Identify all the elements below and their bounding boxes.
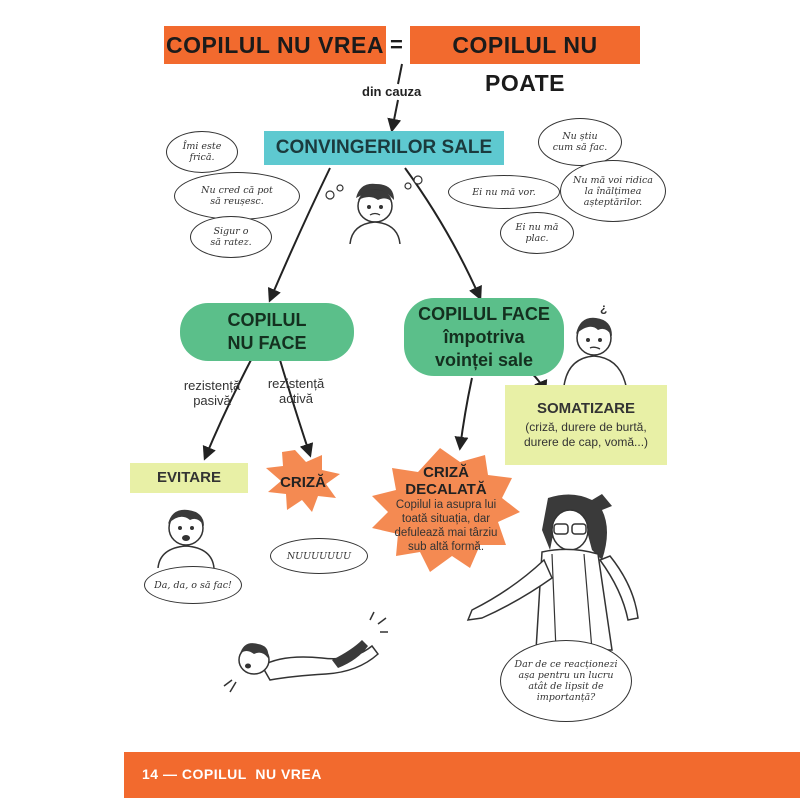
active-line: rezistență	[267, 376, 325, 391]
thought-line: cum să fac.	[552, 142, 608, 153]
thought-line: plac.	[525, 233, 549, 244]
delayed-crisis-desc-line: toată situația, dar	[401, 513, 491, 525]
doing-against-line: împotriva	[443, 326, 525, 347]
doing-against-line: voinței sale	[434, 349, 534, 370]
not-doing-line: NU FACE	[227, 333, 307, 353]
thought-line: frică.	[189, 152, 215, 163]
arrow-to-avoidance	[205, 358, 252, 458]
beliefs-box	[264, 131, 504, 165]
footer-dash: —	[162, 766, 178, 782]
speech-child-text: Da, da, o să fac!	[154, 579, 232, 591]
thought-line: Sigur o	[213, 226, 249, 237]
thought-line: Ei nu mă vor.	[472, 186, 536, 198]
thought-line: să reușesc.	[210, 196, 264, 207]
not-doing-line: COPILUL	[227, 310, 307, 330]
connector-title-to-subtitle	[398, 64, 402, 84]
thought-dot	[414, 176, 422, 184]
adult-woman-illustration	[452, 490, 652, 660]
somatization-desc-line: (criză, durere de burtă,	[525, 420, 647, 434]
footer-label	[142, 766, 322, 782]
thought-bubble	[174, 172, 300, 220]
speech-adult-line: importanță?	[536, 692, 596, 703]
thought-bubble	[190, 216, 272, 258]
footer-chapter-title: COPILUL NU VREA	[181, 766, 322, 782]
arrow-to-crisis	[280, 360, 310, 455]
thought-line: Nu mă voi ridica	[573, 174, 653, 186]
confused-child-illustration	[560, 300, 632, 386]
thought-line: să ratez.	[210, 237, 252, 248]
speech-bubble-adult	[500, 640, 632, 722]
speech-adult-line: atât de lipsit de	[528, 681, 604, 692]
thought-line: așteptărilor.	[583, 196, 643, 208]
thought-dot	[326, 191, 334, 199]
passive-resistance-label	[172, 378, 252, 408]
thought-line: Nu cred că pot	[201, 185, 273, 196]
thought-bubble	[166, 131, 238, 173]
thought-line: Ei nu mă	[515, 222, 559, 233]
thought-bubble	[560, 160, 666, 222]
somatization-title: SOMATIZARE	[536, 400, 636, 417]
somatization-desc-line: durere de cap, vomă...)	[523, 435, 649, 449]
thought-line: Îmi este	[182, 141, 222, 152]
subtitle-din-cauza: din cauza	[362, 84, 422, 99]
somatization-box	[505, 385, 667, 465]
active-line: activă	[279, 391, 313, 406]
svg-text:¿: ¿	[600, 301, 608, 315]
avoidance-box	[130, 463, 248, 493]
not-doing-node	[180, 303, 354, 361]
speech-bubble-tantrum	[270, 538, 368, 574]
avoidance-label: EVITARE	[157, 469, 221, 486]
arrow-to-delayed-crisis	[460, 378, 472, 448]
doing-against-node	[404, 298, 564, 376]
arrow-to-beliefs	[392, 100, 398, 130]
passive-line: pasivă	[193, 393, 231, 408]
doing-against-line: COPILUL FACE	[418, 303, 550, 324]
thought-bubble	[448, 175, 560, 209]
thought-bubble	[500, 212, 574, 254]
title-left-text: COPILUL NU VREA	[166, 32, 384, 58]
delayed-crisis-title-line: DECALATĂ	[405, 481, 487, 498]
beliefs-label: CONVINGERILOR SALE	[275, 137, 493, 158]
delayed-crisis-desc-line: defulează mai târziu	[394, 527, 498, 539]
speech-adult-line: așa pentru un lucru	[518, 670, 614, 681]
thinking-child-illustration	[342, 178, 406, 244]
thought-line: la înălțimea	[584, 185, 642, 197]
delayed-crisis-title-line: CRIZĂ	[423, 464, 469, 481]
speech-adult-line: Dar de ce reacționezi	[514, 659, 618, 670]
delayed-crisis-desc-line: Copilul ia asupra lui	[395, 499, 497, 511]
tantrum-child-illustration	[222, 610, 392, 700]
active-resistance-label	[256, 376, 336, 406]
thought-line: Nu știu	[562, 131, 598, 142]
thought-bubble	[538, 118, 622, 166]
delayed-crisis-desc-line: sub altă formă.	[407, 541, 485, 553]
footer-page-number: 14	[142, 766, 159, 782]
speech-bubble-child	[144, 566, 242, 604]
title-right-text: COPILUL NU POATE	[452, 32, 598, 96]
speech-tantrum-text: NUUUUUUU	[286, 550, 352, 562]
shouting-child-illustration	[150, 500, 220, 568]
crisis-label: CRIZĂ	[280, 474, 326, 491]
passive-line: rezistență	[183, 378, 241, 393]
equals-sign: =	[390, 32, 403, 57]
